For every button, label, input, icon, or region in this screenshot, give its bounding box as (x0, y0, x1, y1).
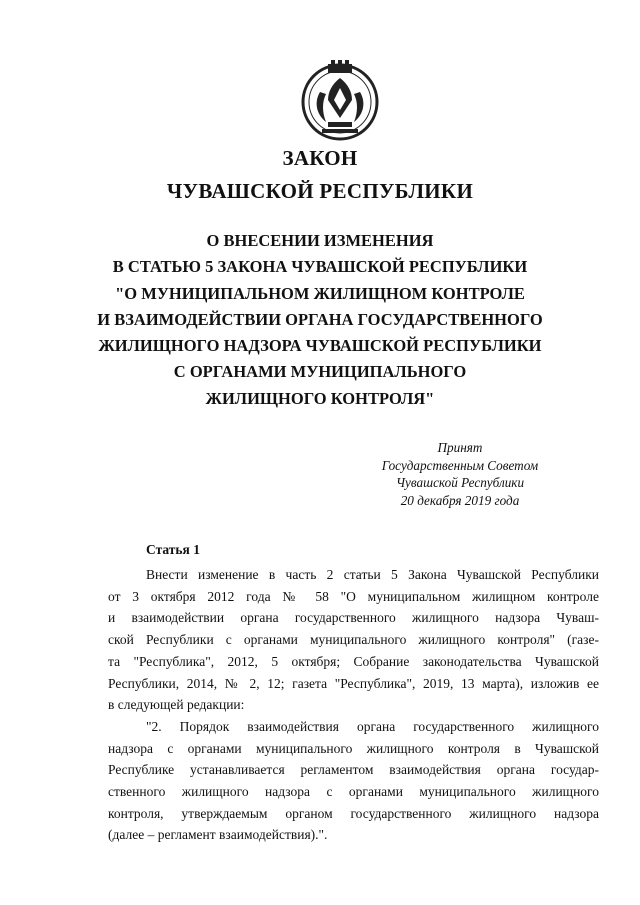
body-line: надзора с органами муниципального жилищного контроля в Чувашской (108, 740, 599, 756)
body-line: (далее – регламент взаимодействия).". (108, 827, 328, 843)
article-body (108, 564, 599, 846)
body-line: от 3 октября 2012 года № 58 "О муниципальном жилищном контроле (108, 588, 599, 604)
body-line: "2. Порядок взаимодействия органа государственного жилищного (146, 718, 599, 734)
body-line: контроля, утверждаемым органом государственного жилищного надзора (108, 805, 599, 821)
subject-line: С ОРГАНАМИ МУНИЦИПАЛЬНОГО (173, 362, 467, 382)
chuvash-republic-emblem-icon (298, 58, 382, 142)
body-line: ской Республики с органами муниципального жилищного контроля" (газе- (108, 632, 599, 648)
subject-line: ЖИЛИЩНОГО НАДЗОРА ЧУВАШСКОЙ РЕСПУБЛИКИ (98, 336, 542, 356)
adoption-line: Чувашской Республики (395, 475, 525, 490)
body-line: ственного жилищного надзора с органами муниципального жилищного (108, 784, 599, 800)
subject-line: И ВЗАИМОДЕЙСТВИИ ОРГАНА ГОСУДАРСТВЕННОГО (97, 309, 543, 329)
article-heading: Статья 1 (146, 542, 200, 557)
body-line: та "Республика", 2012, 5 октября; Собрание законодательства Чувашской (108, 653, 599, 669)
adoption-date: 20 декабря 2019 года (400, 492, 520, 508)
adoption-line: Государственным Советом (381, 457, 539, 473)
republic-title: ЧУВАШСКОЙ РЕСПУБЛИКИ (166, 179, 474, 203)
subject-line: "О МУНИЦИПАЛЬНОМ ЖИЛИЩНОМ КОНТРОЛЕ (115, 283, 525, 303)
body-line: и взаимодействии органа государственного жилищного надзора Чуваш- (108, 610, 599, 626)
subject-line: В СТАТЬЮ 5 ЗАКОНА ЧУВАШСКОЙ РЕСПУБЛИКИ (112, 257, 528, 277)
body-line: Республике устанавливается регламентом взаимодействия органа государ- (108, 762, 599, 778)
law-title: ЗАКОН (282, 146, 358, 170)
adoption-note (350, 439, 570, 509)
law-subject (0, 228, 640, 412)
adoption-line: Принят (437, 440, 483, 455)
subject-line: О ВНЕСЕНИИ ИЗМЕНЕНИЯ (206, 231, 434, 250)
body-line: в следующей редакции: (108, 697, 245, 713)
body-line: Республики, 2014, № 2, 12; газета "Республика", 2019, 13 марта), изложив ее (108, 675, 599, 691)
subject-line: ЖИЛИЩНОГО КОНТРОЛЯ" (205, 388, 435, 408)
body-line: Внести изменение в часть 2 статьи 5 Закона Чувашской Республики (146, 567, 599, 582)
